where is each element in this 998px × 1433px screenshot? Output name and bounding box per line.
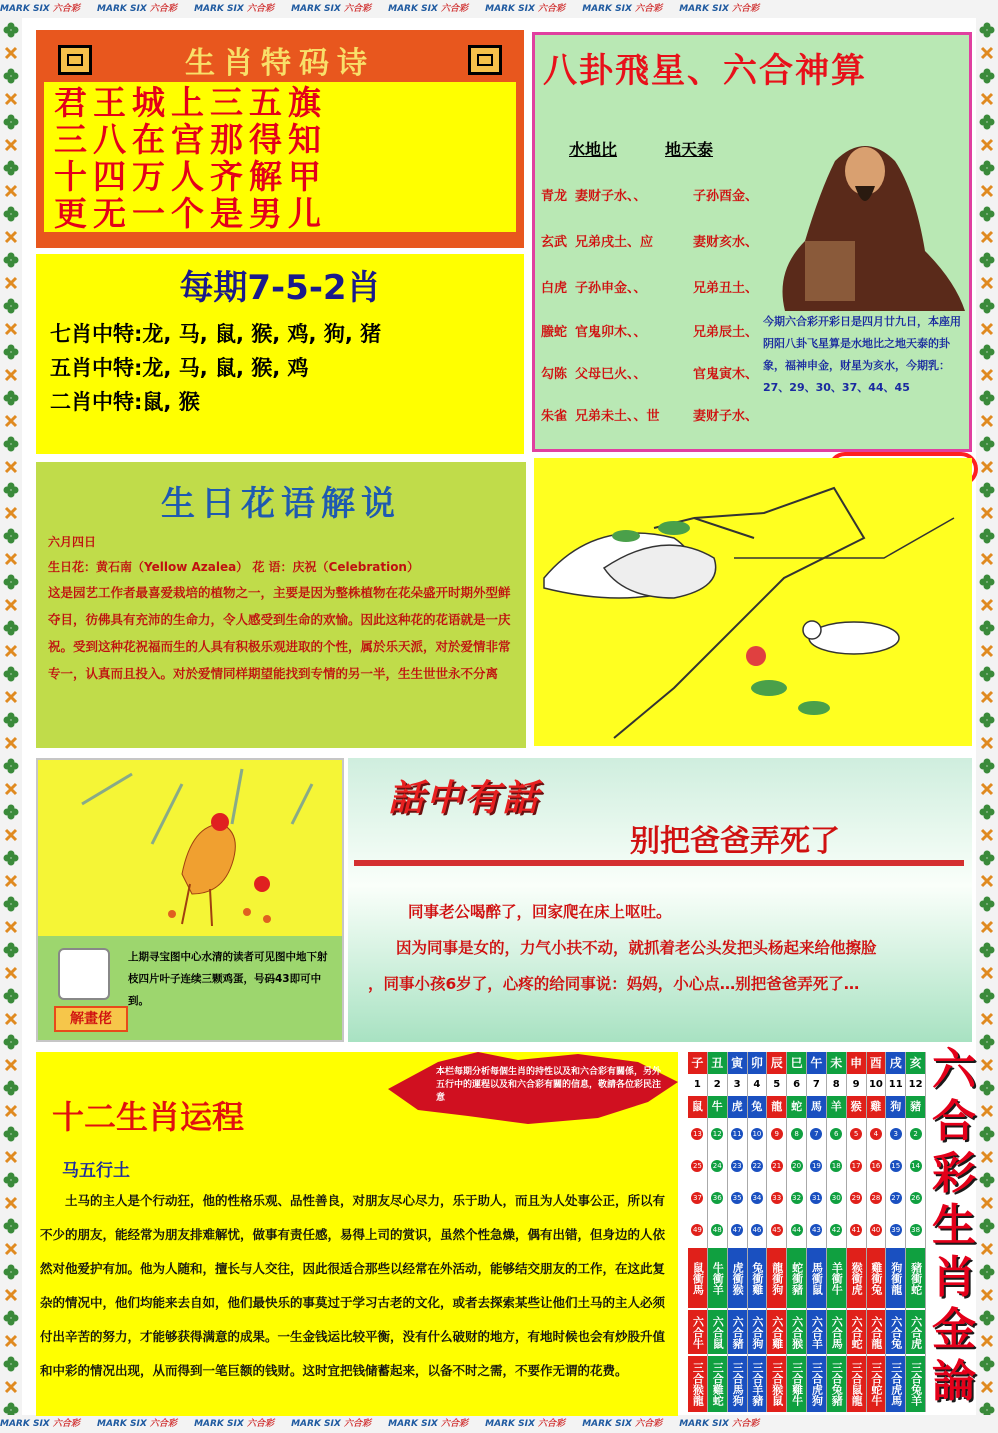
sanhe-text: 三合猴鼠 [770, 1362, 784, 1406]
zodiac-number: 3 [728, 1074, 747, 1096]
border-tag: MARK SIX 六合彩 [388, 1419, 469, 1429]
god-name: 朱雀 [541, 409, 568, 424]
clash-text: 蛇衝豬 [790, 1261, 804, 1295]
zodiac-number: 5 [767, 1074, 786, 1096]
number-ball: 41 [851, 1226, 861, 1234]
zodiac-column [767, 1052, 787, 1412]
number-ball: 19 [811, 1162, 821, 1170]
vtitle-char: 合 [932, 1096, 976, 1147]
vtitle-char: 生 [932, 1200, 976, 1251]
god-name: 螣蛇 [541, 325, 568, 340]
gua-name: 地天泰 [665, 140, 714, 159]
sanhe-text: 三合鼠龍 [850, 1362, 864, 1406]
liuhe-text: 六合龍 [869, 1315, 883, 1349]
line-a: 兄弟戌土、应 [575, 235, 654, 250]
sanhe-cell [847, 1354, 866, 1412]
liuhe-text: 六合虎 [909, 1315, 923, 1349]
picks-value: 鼠, 猴 [142, 390, 200, 414]
number-ball: 10 [752, 1130, 762, 1138]
clash-text: 羊衝牛 [830, 1261, 844, 1295]
sanhe-text: 三合虎馬 [889, 1362, 903, 1406]
clash-cell [867, 1246, 886, 1308]
zodiac-column [886, 1052, 906, 1412]
clash-cell [748, 1246, 767, 1308]
clue-strip [38, 936, 342, 1040]
flower-panel [36, 462, 526, 748]
ball-stack [767, 1118, 786, 1246]
branch-label: 午 [810, 1056, 823, 1070]
zodiac-name: 羊 [830, 1100, 842, 1113]
border-tag: MARK SIX 六合彩 [291, 1419, 371, 1429]
sanhe-cell [807, 1354, 826, 1412]
zodiac-name: 鼠 [691, 1100, 703, 1113]
gua-row [541, 321, 758, 340]
liuhe-text: 六合馬 [830, 1315, 844, 1349]
number-ball: 49 [692, 1226, 702, 1234]
clash-cell [767, 1246, 786, 1308]
zodiac-number: 6 [787, 1074, 806, 1096]
joke-title: 話中有話 [388, 777, 541, 819]
poem-line: 君王城上三五旗 [54, 83, 327, 122]
gua-row [541, 185, 758, 204]
god-name: 青龙 [541, 189, 568, 204]
liuhe-cell [688, 1308, 707, 1354]
line-b: 兄弟丑土、 [693, 281, 759, 296]
zodiac-name: 蛇 [791, 1100, 803, 1113]
number-ball: 31 [811, 1194, 821, 1202]
vtitle-char: 論 [932, 1356, 976, 1407]
number-ball: 22 [752, 1162, 762, 1170]
god-name: 白虎 [541, 281, 568, 296]
zodiac-column [708, 1052, 728, 1412]
border-tag: MARK SIX 六合彩 [485, 4, 566, 14]
number-ball: 15 [891, 1162, 901, 1170]
number-ball: 48 [712, 1226, 722, 1234]
clash-cell [906, 1246, 925, 1308]
number-ball: 42 [831, 1226, 841, 1234]
sanhe-text: 三合兔羊 [909, 1362, 923, 1406]
sanhe-text: 三合蛇牛 [869, 1362, 883, 1406]
zodiac-number: 8 [827, 1074, 846, 1096]
sanhe-text: 三合雞蛇 [711, 1362, 725, 1406]
landscape-drawing [534, 458, 972, 746]
sanhe-text: 三合虎狗 [810, 1362, 824, 1406]
border-tag: MARK SIX 六合彩 [291, 4, 371, 14]
vtitle-char: 六 [932, 1044, 976, 1095]
right-border [976, 18, 998, 1415]
clash-text: 狗衝龍 [889, 1261, 903, 1295]
liuhe-cell [847, 1308, 866, 1354]
number-ball: 40 [871, 1226, 881, 1234]
line-b: 妻财亥水、 [693, 235, 759, 250]
zodiac-column [827, 1052, 847, 1412]
zodiac-number: 9 [847, 1074, 866, 1096]
poem-body [44, 82, 516, 232]
joke-line: ，同事小孩6岁了，心疼的给同事说：妈妈，小心点…别把爸爸弄死了… [368, 975, 860, 993]
number-ball: 37 [692, 1194, 702, 1202]
liuhe-text: 六合狗 [750, 1315, 764, 1349]
clover-pattern [976, 18, 998, 1415]
number-ball: 23 [732, 1162, 742, 1170]
branch-label: 亥 [909, 1056, 922, 1070]
number-ball: 26 [911, 1194, 921, 1202]
line-b: 子孙酉金、 [693, 189, 759, 204]
number-ball: 27 [891, 1194, 901, 1202]
rooster-drawing [42, 764, 338, 934]
picks-label: 七肖中特: [50, 322, 143, 346]
flower-text: 这是园艺工作者最喜爱栽培的植物之一，主要是因为整株植物在花朵盛开时期外型鲜夺目，彷佛具有充沛的生命力，令人感受到生命的欢愉。因此这种花的花语就是一庆祝。受到这种花祝福而生的人具有积极乐观进取的个性，属於乐天派，对於爱情非常专一，认真而且投入。对於爱情同样期望能找到专情的另一半，生生世世永不分离 [48, 585, 511, 681]
liuhe-cell [886, 1308, 905, 1354]
number-ball: 36 [712, 1194, 722, 1202]
sanhe-cell [787, 1354, 806, 1412]
zodiac-name: 虎 [731, 1100, 743, 1113]
fortune-sub: 马五行土 [62, 1161, 130, 1181]
zodiac-column [847, 1052, 867, 1412]
poem-panel [36, 30, 524, 248]
ball-stack [886, 1118, 905, 1246]
ball-stack [688, 1118, 707, 1246]
liuhe-text: 六合雞 [770, 1315, 784, 1349]
clash-cell [787, 1246, 806, 1308]
number-ball: 11 [732, 1130, 742, 1138]
liuhe-text: 六合猴 [790, 1315, 804, 1349]
picks-row [50, 351, 510, 385]
line-b: 兄弟辰土、 [693, 325, 759, 340]
number-ball: 24 [712, 1162, 722, 1170]
line-a: 父母巳火、、 [575, 367, 647, 382]
god-name: 勾陈 [541, 367, 568, 382]
border-tag: MARK SIX 六合彩 [0, 4, 80, 14]
liuhe-cell [748, 1308, 767, 1354]
border-tag: MARK SIX 六合彩 [679, 1419, 760, 1429]
picks-row [50, 385, 510, 419]
jiemi-badge: 解畫佬 [54, 1006, 128, 1032]
sanhe-cell [906, 1354, 925, 1412]
zodiac-name: 馬 [810, 1100, 822, 1113]
zodiac-number: 7 [807, 1074, 826, 1096]
poem-header [44, 38, 516, 82]
gua-name: 水地比 [569, 140, 618, 159]
divider [354, 860, 964, 866]
sage-figure [765, 131, 965, 311]
liuhe-text: 六合兔 [889, 1315, 903, 1349]
branch-label: 巳 [790, 1056, 803, 1070]
number-ball: 21 [772, 1162, 782, 1170]
sanhe-cell [708, 1354, 727, 1412]
liuhe-cell [767, 1308, 786, 1354]
clash-text: 馬衝鼠 [810, 1261, 824, 1295]
number-ball: 46 [752, 1226, 762, 1234]
liuhe-text: 六合羊 [810, 1315, 824, 1349]
book-icon [58, 948, 110, 1000]
number-ball: 32 [792, 1194, 802, 1202]
number-ball: 13 [692, 1130, 702, 1138]
number-ball: 35 [732, 1194, 742, 1202]
branch-label: 丑 [711, 1056, 724, 1070]
zodiac-column [728, 1052, 748, 1412]
number-ball: 4 [870, 1128, 882, 1140]
picks-title: 每期7-5-2肖 [179, 268, 381, 308]
number-ball: 2 [910, 1128, 922, 1140]
number-ball: 29 [851, 1194, 861, 1202]
clash-text: 猴衝虎 [850, 1261, 864, 1295]
border-tag: MARK SIX 六合彩 [485, 1419, 566, 1429]
poem-line: 十四万人齐解甲 [54, 157, 327, 196]
zodiac-name: 龍 [771, 1100, 783, 1113]
number-ball: 14 [911, 1162, 921, 1170]
branch-label: 申 [850, 1056, 863, 1070]
branch-label: 戌 [889, 1056, 902, 1070]
clash-cell [728, 1246, 747, 1308]
vertical-title [930, 1044, 978, 1414]
zodiac-column [748, 1052, 768, 1412]
flower-title: 生日花语解说 [161, 484, 401, 524]
number-ball: 28 [871, 1194, 881, 1202]
sanhe-text: 三合雞牛 [790, 1362, 804, 1406]
sanhe-cell [827, 1354, 846, 1412]
line-a: 兄弟未土、、世 [575, 409, 660, 424]
clash-cell [827, 1246, 846, 1308]
border-tag: MARK SIX 六合彩 [194, 1419, 274, 1429]
number-ball: 44 [792, 1226, 802, 1234]
border-tag: MARK SIX 六合彩 [388, 4, 469, 14]
branch-label: 未 [830, 1056, 843, 1070]
number-ball: 45 [772, 1226, 782, 1234]
clash-text: 牛衝羊 [711, 1261, 725, 1295]
joke-subtitle: 别把爸爸弄死了 [630, 824, 840, 859]
number-ball: 7 [810, 1128, 822, 1140]
liuhe-cell [867, 1308, 886, 1354]
poem-line: 更无一个是男儿 [54, 194, 327, 233]
ball-stack [827, 1118, 846, 1246]
zodiac-name: 豬 [910, 1100, 922, 1113]
ball-stack [847, 1118, 866, 1246]
branch-label: 子 [691, 1056, 704, 1070]
clash-text: 雞衝兔 [869, 1261, 883, 1295]
bagua-panel [532, 32, 972, 452]
bagua-title: 八卦飛星、六合神算 [543, 51, 867, 91]
ball-stack [708, 1118, 727, 1246]
zodiac-name: 雞 [870, 1100, 882, 1113]
zodiac-grid [688, 1052, 926, 1412]
zodiac-name: 牛 [711, 1100, 723, 1113]
sanhe-text: 三合馬狗 [731, 1362, 745, 1406]
rooster-panel [36, 758, 344, 1042]
gua-row [541, 363, 758, 382]
number-ball: 34 [752, 1194, 762, 1202]
border-tag: MARK SIX 六合彩 [194, 4, 274, 14]
number-ball: 30 [831, 1194, 841, 1202]
clue-text: 上期寻宝图中心水清的读者可见图中地下射枝四片叶子连续三颗鸡蛋，号码43即可中到。 [128, 951, 328, 1007]
zodiac-number: 11 [886, 1074, 905, 1096]
joke-panel [348, 758, 972, 1042]
sanhe-cell [748, 1354, 767, 1412]
flower-date: 六月四日 [48, 535, 97, 549]
sanhe-cell [867, 1354, 886, 1412]
zodiac-column [688, 1052, 708, 1412]
ball-stack [906, 1118, 925, 1246]
number-ball: 47 [732, 1226, 742, 1234]
picks-label: 二肖中特: [50, 390, 143, 414]
ball-stack [867, 1118, 886, 1246]
clash-cell [886, 1246, 905, 1308]
joke-line: 因为同事是女的，力气小扶不动，就抓着老公头发把头杨起来给他擦脸 [396, 939, 877, 957]
branch-label: 酉 [869, 1056, 882, 1070]
clash-text: 虎衝猴 [731, 1261, 745, 1295]
clash-cell [688, 1246, 707, 1308]
gua-row [541, 405, 758, 424]
fortune-text: 土马的主人是个行动狂，他的性格乐观、品性善良，对朋友尽心尽力，乐于助人，而且为人处事公正，所以有不少的朋友，能经常为朋友排难解忧，做事有责任感，易得上司的赏识，虽然个性急燥，偶有出错，但身边的人依然对他爱护有加。他为人随和，擅长与人交往，因此很适合那些以经常在外活动，能够结交朋友的工作，在这此复杂的情况中，他们均能来去自如，他们最快乐的事莫过于学习古老的文化，或者去探索某些让他们土马的主人必须付出辛苦的努力，才能够获得满意的成果。一生金钱运比较平衡，没有什么破财的地方，有地时候也会有炒股升值和中彩的情况出现，从而得到一笔巨额的钱财。这时宜把钱储蓄起来，以备不时之需，不要作无谓的花费。 [40, 1193, 666, 1378]
number-ball: 18 [831, 1162, 841, 1170]
number-ball: 6 [830, 1128, 842, 1140]
sanhe-cell [767, 1354, 786, 1412]
zodiac-picks-panel [36, 254, 524, 454]
clash-cell [847, 1246, 866, 1308]
zodiac-number: 2 [708, 1074, 727, 1096]
number-ball: 25 [692, 1162, 702, 1170]
line-b: 妻财子水、 [693, 409, 759, 424]
sanhe-text: 三合兔豬 [830, 1362, 844, 1406]
line-a: 官鬼卯木、、 [575, 325, 647, 340]
border-tag: MARK SIX 六合彩 [582, 1419, 663, 1429]
border-tag: MARK SIX 六合彩 [97, 1419, 177, 1429]
sanhe-text: 三合羊豬 [750, 1362, 764, 1406]
zodiac-name: 猴 [850, 1100, 862, 1113]
gua-row [541, 277, 758, 296]
number-ball: 39 [891, 1226, 901, 1234]
clash-cell [708, 1246, 727, 1308]
zodiac-column [906, 1052, 926, 1412]
branch-label: 辰 [770, 1056, 783, 1070]
line-b: 官鬼寅木、 [693, 367, 759, 382]
number-ball: 17 [851, 1162, 861, 1170]
number-ball: 5 [850, 1128, 862, 1140]
zodiac-number: 12 [906, 1074, 925, 1096]
zodiac-name: 狗 [890, 1100, 902, 1113]
number-ball: 8 [791, 1128, 803, 1140]
top-border [0, 0, 998, 18]
picks-row [50, 317, 510, 351]
picks-value: 龙, 马, 鼠, 猴, 鸡 [142, 356, 309, 380]
sanhe-text: 三合猴龍 [691, 1362, 705, 1406]
liuhe-cell [906, 1308, 925, 1354]
vtitle-char: 彩 [932, 1148, 976, 1199]
vtitle-char: 金 [932, 1304, 976, 1355]
ball-stack [787, 1118, 806, 1246]
number-ball: 9 [771, 1128, 783, 1140]
liuhe-cell [708, 1308, 727, 1354]
bottom-border [0, 1415, 998, 1433]
liuhe-text: 六合牛 [691, 1315, 705, 1349]
border-tag: MARK SIX 六合彩 [97, 4, 177, 14]
fortune-title: 十二生肖运程 [52, 1098, 245, 1136]
zodiac-column [867, 1052, 887, 1412]
liuhe-cell [787, 1308, 806, 1354]
number-ball: 16 [871, 1162, 881, 1170]
border-tag: MARK SIX 六合彩 [679, 4, 760, 14]
sanhe-cell [688, 1354, 707, 1412]
flower-line: 生日花：黄石南（Yellow Azalea） 花 语：庆祝（Celebration） [48, 560, 419, 574]
joke-line: 同事老公喝醉了，回家爬在床上呕吐。 [408, 903, 672, 921]
number-ball: 3 [890, 1128, 902, 1140]
branch-label: 卯 [750, 1056, 763, 1070]
zodiac-name: 兔 [751, 1100, 763, 1113]
number-ball: 33 [772, 1194, 782, 1202]
sanhe-cell [728, 1354, 747, 1412]
clash-text: 豬衝蛇 [909, 1261, 923, 1295]
liuhe-cell [807, 1308, 826, 1354]
puzzle-sketch [534, 458, 972, 746]
ball-stack [807, 1118, 826, 1246]
ball-stack [748, 1118, 767, 1246]
zodiac-number: 1 [688, 1074, 707, 1096]
zodiac-table [688, 1052, 926, 1412]
frame-icon [58, 45, 92, 75]
number-ball: 20 [792, 1162, 802, 1170]
number-ball: 38 [911, 1226, 921, 1234]
line-a: 子孙申金、、 [575, 281, 647, 296]
poem-line: 三八在宫那得知 [54, 120, 327, 159]
liuhe-text: 六合蛇 [850, 1315, 864, 1349]
line-a: 妻财子水、、 [575, 189, 647, 204]
clover-pattern [0, 18, 22, 1415]
picks-label: 五肖中特: [50, 356, 143, 380]
clash-cell [807, 1246, 826, 1308]
left-border [0, 18, 22, 1415]
clash-text: 鼠衝馬 [691, 1261, 705, 1295]
border-tag: MARK SIX 六合彩 [582, 4, 663, 14]
poem-title: 生肖特码诗 [185, 46, 375, 81]
zodiac-number: 4 [748, 1074, 767, 1096]
branch-label: 寅 [731, 1056, 744, 1070]
fortune-panel [36, 1052, 678, 1416]
vtitle-char: 肖 [932, 1252, 976, 1303]
bubble-text: 本栏每期分析每個生肖的持性以及和六合彩有關係，另外五行中的運程以及和六合彩有關的信息，敬請各位彩民注意 [436, 1067, 662, 1103]
god-name: 玄武 [541, 235, 568, 250]
zodiac-number: 10 [867, 1074, 886, 1096]
clash-text: 兔衝雞 [750, 1261, 764, 1295]
gua-row [541, 231, 758, 250]
picks-value: 龙, 马, 鼠, 猴, 鸡, 狗, 猪 [142, 322, 382, 346]
number-ball: 12 [712, 1130, 722, 1138]
zodiac-column [807, 1052, 827, 1412]
liuhe-cell [728, 1308, 747, 1354]
sanhe-cell [886, 1354, 905, 1412]
liuhe-text: 六合豬 [731, 1315, 745, 1349]
clash-text: 龍衝狗 [770, 1261, 784, 1295]
liuhe-cell [827, 1308, 846, 1354]
number-ball: 43 [811, 1226, 821, 1234]
ball-stack [728, 1118, 747, 1246]
liuhe-text: 六合鼠 [711, 1315, 725, 1349]
frame-icon [468, 45, 502, 75]
bagua-note: 今期六合彩开彩日是四月廿九日，本座用阴阳八卦飞星算是水地比之地天泰的卦象，福神申金，财星为亥水，今期乳：27、29、30、37、44、45 [763, 315, 961, 394]
border-tag: MARK SIX 六合彩 [0, 1419, 80, 1429]
zodiac-column [787, 1052, 807, 1412]
